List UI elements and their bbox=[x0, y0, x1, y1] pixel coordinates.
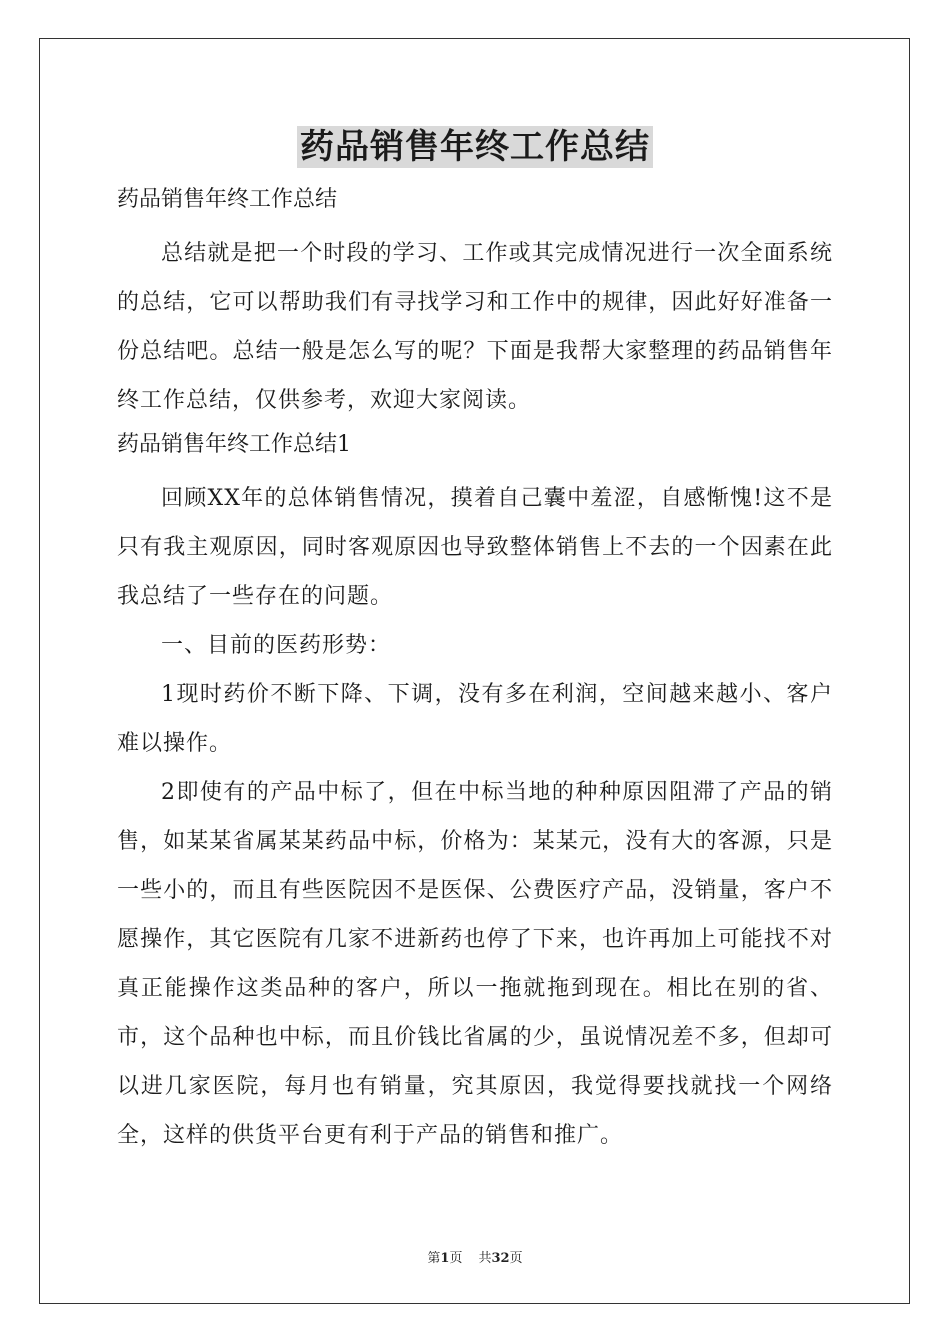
section-heading: 药品销售年终工作总结1 bbox=[117, 432, 351, 457]
page-total: 32 bbox=[491, 1251, 510, 1266]
intro-paragraph: 总结就是把一个时段的学习、工作或其完成情况进行一次全面系统的总结，它可以帮助我们有寻找学习和工作中的规律，因此好好准备一份总结吧。总结一般是怎么写的呢？下面是我帮大家整理的药品销售年终工作总结，仅供参考，欢迎大家阅读。 bbox=[117, 241, 833, 413]
paragraph-point-1: 1现时药价不断下降、下调，没有多在利润，空间越来越小、客户难以操作。 bbox=[117, 682, 833, 756]
page-footer bbox=[0, 1247, 950, 1266]
page-current: 1 bbox=[440, 1251, 450, 1266]
total-prefix: 共 bbox=[478, 1251, 492, 1266]
paragraph-situation-heading: 一、目前的医药形势： bbox=[161, 633, 392, 658]
total-suffix: 页 bbox=[509, 1251, 523, 1266]
page-suffix: 页 bbox=[449, 1251, 463, 1266]
document-title: 药品销售年终工作总结 bbox=[297, 126, 653, 168]
paragraph-point-2: 2即使有的产品中标了，但在中标当地的种种原因阻滞了产品的销售，如某某省属某某药品中标，价格为：某某元，没有大的客源，只是一些小的，而且有些医院因不是医保、公费医疗产品，没销量，客户不愿操作，其它医院有几家不进新药也停了下来，也许再加上可能找不对真正能操作这类品种的客户，所以一拖就拖到现在。相比在别的省、市，这个品种也中标，而且价钱比省属的少，虽说情况差不多，但却可以进几家医院，每月也有销量，究其原因，我觉得要找就找一个网络全，这样的供货平台更有利于产品的销售和推广。 bbox=[117, 780, 833, 1148]
title-container bbox=[0, 126, 950, 168]
subheading: 药品销售年终工作总结 bbox=[117, 187, 338, 212]
page-prefix: 第 bbox=[427, 1251, 441, 1266]
document-body bbox=[117, 180, 833, 1160]
paragraph-review: 回顾XX年的总体销售情况，摸着自己囊中羞涩，自感惭愧!这不是只有我主观原因，同时客观原因也导致整体销售上不去的一个因素在此我总结了一些存在的问题。 bbox=[117, 486, 833, 609]
